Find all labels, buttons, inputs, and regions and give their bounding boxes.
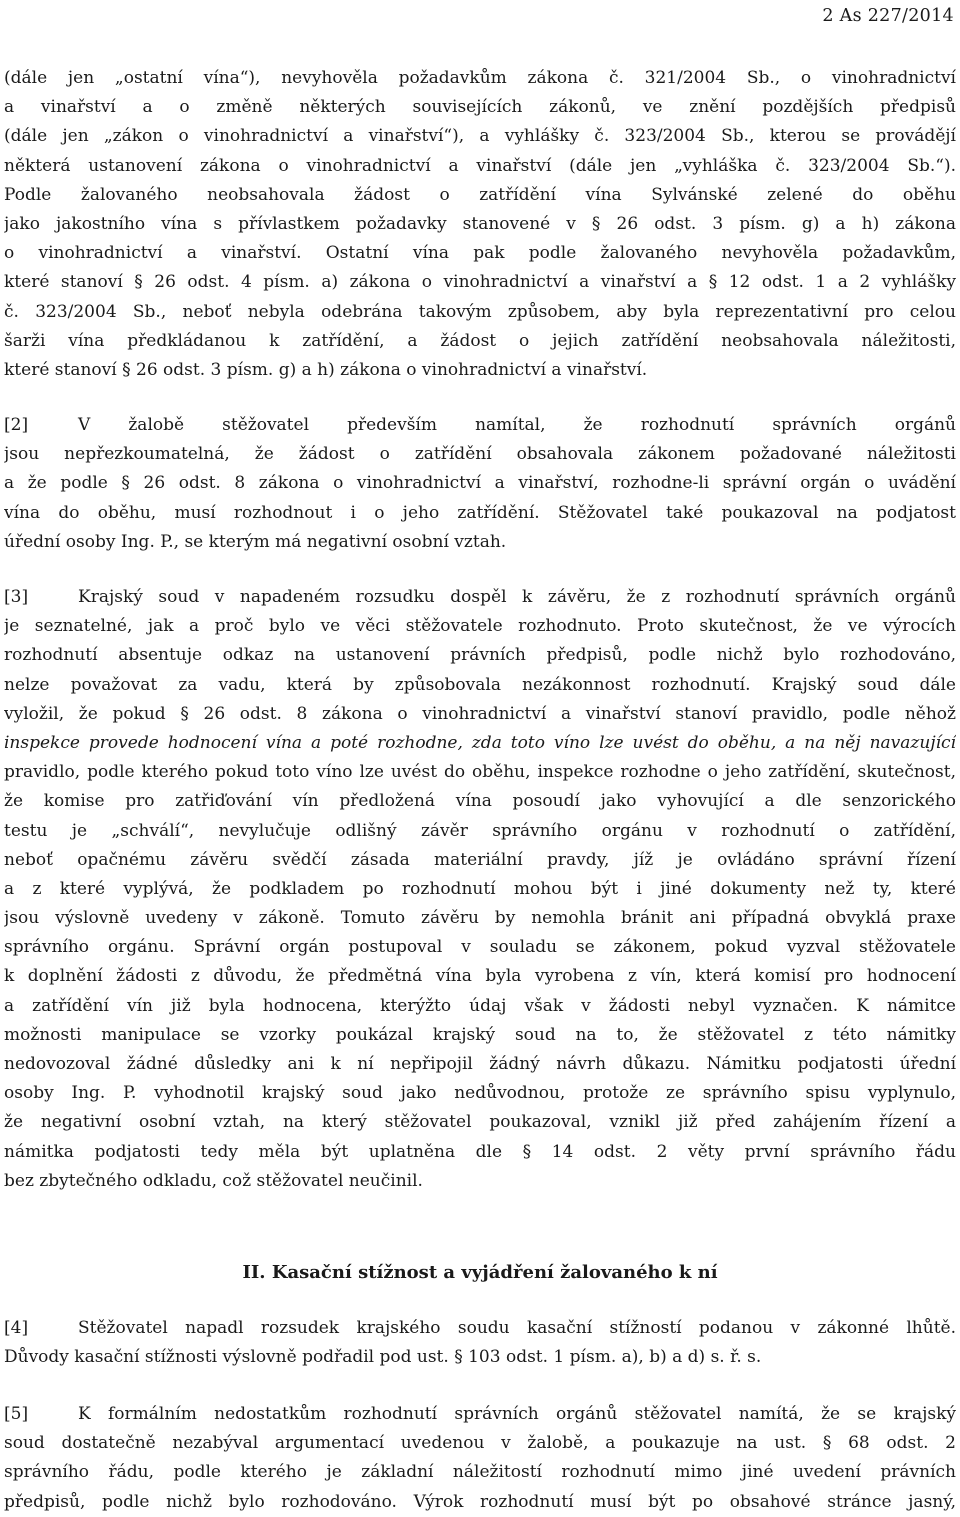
text-line: soud dostatečně nezabýval argumentací uvedenou v žalobě, a poukazuje na ust. § 68 odst. 2 — [4, 1433, 956, 1454]
text-line: předpisů, podle nichž bylo rozhodováno. Výrok rozhodnutí musí být po obsahové stránce jasný, — [4, 1491, 956, 1512]
text-line: (dále jen „zákon o vinohradnictví a vinařství“), a vyhlášky č. 323/2004 Sb., kterou se provádějí — [4, 126, 956, 147]
text-line: osoby Ing. P. vyhodnotil krajský soud jako nedůvodnou, protože ze správního spisu vyplynulo, — [4, 1083, 956, 1104]
text-line: a vinařství a o změně některých souvisejících zákonů, ve znění pozdějších předpisů — [4, 97, 956, 118]
text-line: vína do oběhu, musí rozhodnout i o jeho zatřídění. Stěžovatel také poukazoval na podjatost — [4, 502, 956, 523]
case-number: 2 As 227/2014 — [822, 6, 954, 26]
text-line: a zatřídění vín již byla hodnocena, kterýžto údaj však v žádosti nebyl vyznačen. K námitce — [4, 995, 956, 1016]
text-line: že negativní osobní vztah, na který stěžovatel poukazoval, vznikl již před zahájením řízení a — [4, 1112, 956, 1133]
text-line: pravidlo, podle kterého pokud toto víno lze uvést do oběhu, inspekce rozhodne o jeho zatřídění, skutečnost, — [4, 762, 956, 783]
text-line: jsou výslovně uvedeny v zákoně. Tomuto závěru by nemohla bránit ani případná obvyklá praxe — [4, 908, 956, 929]
text-line: nelze považovat za vadu, která by způsobovala nezákonnost rozhodnutí. Krajský soud dále — [4, 674, 956, 695]
text-line: Podle žalovaného neobsahovala žádost o zatřídění vína Sylvánské zelené do oběhu — [4, 184, 956, 205]
section-heading: II. Kasační stížnost a vyjádření žalovaného k ní — [242, 1262, 718, 1283]
text-line: správního řádu, podle kterého je základní náležitostí rozhodnutí mimo jiné uvedení právních — [4, 1462, 956, 1483]
text-line: šarži vína předkládanou k zatřídění, a žádost o jejich zatřídění neobsahovala náležitosti, — [4, 330, 956, 351]
text-line: k doplnění žádosti z důvodu, že předmětná vína byla vyrobena z vín, která komisí pro hodnocení — [4, 966, 956, 987]
text-line: č. 323/2004 Sb., neboť nebyla odebrána takovým způsobem, aby byla reprezentativní pro celou — [4, 301, 956, 322]
text-line: možnosti manipulace se vzorky poukázal krajský soud na to, že stěžovatel z této námitky — [4, 1024, 956, 1045]
paragraph-number: [5] — [4, 1404, 29, 1424]
paragraph-intro — [4, 64, 956, 385]
paragraph-number: [2] — [4, 415, 29, 435]
text-line: některá ustanovení zákona o vinohradnictví a vinařství (dále jen „vyhláška č. 323/2004 Sb.“). — [4, 155, 956, 176]
text-line: Stěžovatel napadl rozsudek krajského soudu kasační stížností podanou v zákonné lhůtě. — [78, 1318, 956, 1338]
text-line: že komise pro zatřiďování vín předložená vína posoudí jako vyhovující a dle senzorického — [4, 791, 956, 812]
text-line: (dále jen „ostatní vína“), nevyhověla požadavkům zákona č. 321/2004 Sb., o vinohradnictví — [4, 68, 956, 88]
text-line: jsou nepřezkoumatelná, že žádost o zatřídění obsahovala zákonem požadované náležitosti — [4, 444, 956, 465]
text-line: neboť opačnému závěru svědčí zásada materiální pravdy, jíž je ovládáno správní řízení — [4, 849, 956, 870]
text-line: které stanoví § 26 odst. 3 písm. g) a h) zákona o vinohradnictví a vinařství. — [4, 359, 648, 380]
text-line: V žalobě stěžovatel především namítal, že rozhodnutí správních orgánů — [78, 415, 956, 435]
paragraph-3 — [4, 583, 956, 1196]
paragraph-4 — [4, 1314, 956, 1372]
text-line: rozhodnutí absentuje odkaz na ustanovení právních předpisů, podle nichž bylo rozhodováno, — [4, 645, 956, 666]
text-line: nedovozoval žádné důsledky ani k ní nepřipojil žádný návrh důkazu. Námitku podjatosti úřední — [4, 1054, 956, 1074]
text-line: a z které vyplývá, že podkladem po rozhodnutí mohou být i jiné dokumenty než ty, které — [4, 878, 956, 899]
text-line: jako jakostního vína s přívlastkem požadavky stanovené v § 26 odst. 3 písm. g) a h) zákona — [4, 213, 956, 234]
paragraph-2 — [4, 411, 956, 557]
text-line: bez zbytečného odkladu, což stěžovatel neučinil. — [4, 1170, 423, 1191]
text-line: je seznatelné, jak a proč bylo ve věci stěžovatele rozhodnuto. Proto skutečnost, že ve výrocích — [4, 616, 956, 637]
text-line: K formálním nedostatkům rozhodnutí správních orgánů stěžovatel namítá, že se krajský — [78, 1404, 956, 1424]
text-line: inspekce provede hodnocení vína a poté rozhodne, zda toto víno lze uvést do oběhu, a na něj navazující — [4, 732, 956, 753]
text-line: testu je „schválí“, nevylučuje odlišný závěr správního orgánu v rozhodnutí o zatřídění, — [4, 820, 956, 841]
paragraph-5 — [4, 1400, 956, 1517]
paragraph-number: [3] — [4, 587, 29, 607]
text-line: námitka podjatosti tedy měla být uplatněna dle § 14 odst. 2 věty první správního řádu — [4, 1141, 956, 1162]
text-line: vyložil, že pokud § 26 odst. 8 zákona o vinohradnictví a vinařství stanoví pravidlo, podle něhož — [4, 703, 956, 724]
text-line: o vinohradnictví a vinařství. Ostatní vína pak podle žalovaného nevyhověla požadavkům, — [4, 243, 956, 264]
text-line: Krajský soud v napadeném rozsudku dospěl k závěru, že z rozhodnutí správních orgánů — [78, 587, 956, 607]
paragraph-number: [4] — [4, 1318, 29, 1338]
text-line: a že podle § 26 odst. 8 zákona o vinohradnictví a vinařství, rozhodne-li správní orgán o uvádění — [4, 473, 956, 494]
text-line: úřední osoby Ing. P., se kterým má negativní osobní vztah. — [4, 531, 507, 552]
text-line: Důvody kasační stížnosti výslovně podřadil pod ust. § 103 odst. 1 písm. a), b) a d) s. ř. s. — [4, 1347, 762, 1368]
text-line: správního orgánu. Správní orgán postupoval v souladu se zákonem, pokud vyzval stěžovatele — [4, 937, 956, 958]
text-line: které stanoví § 26 odst. 4 písm. a) zákona o vinohradnictví a vinařství a § 12 odst. 1 a 2 vyhlášky — [4, 272, 956, 293]
